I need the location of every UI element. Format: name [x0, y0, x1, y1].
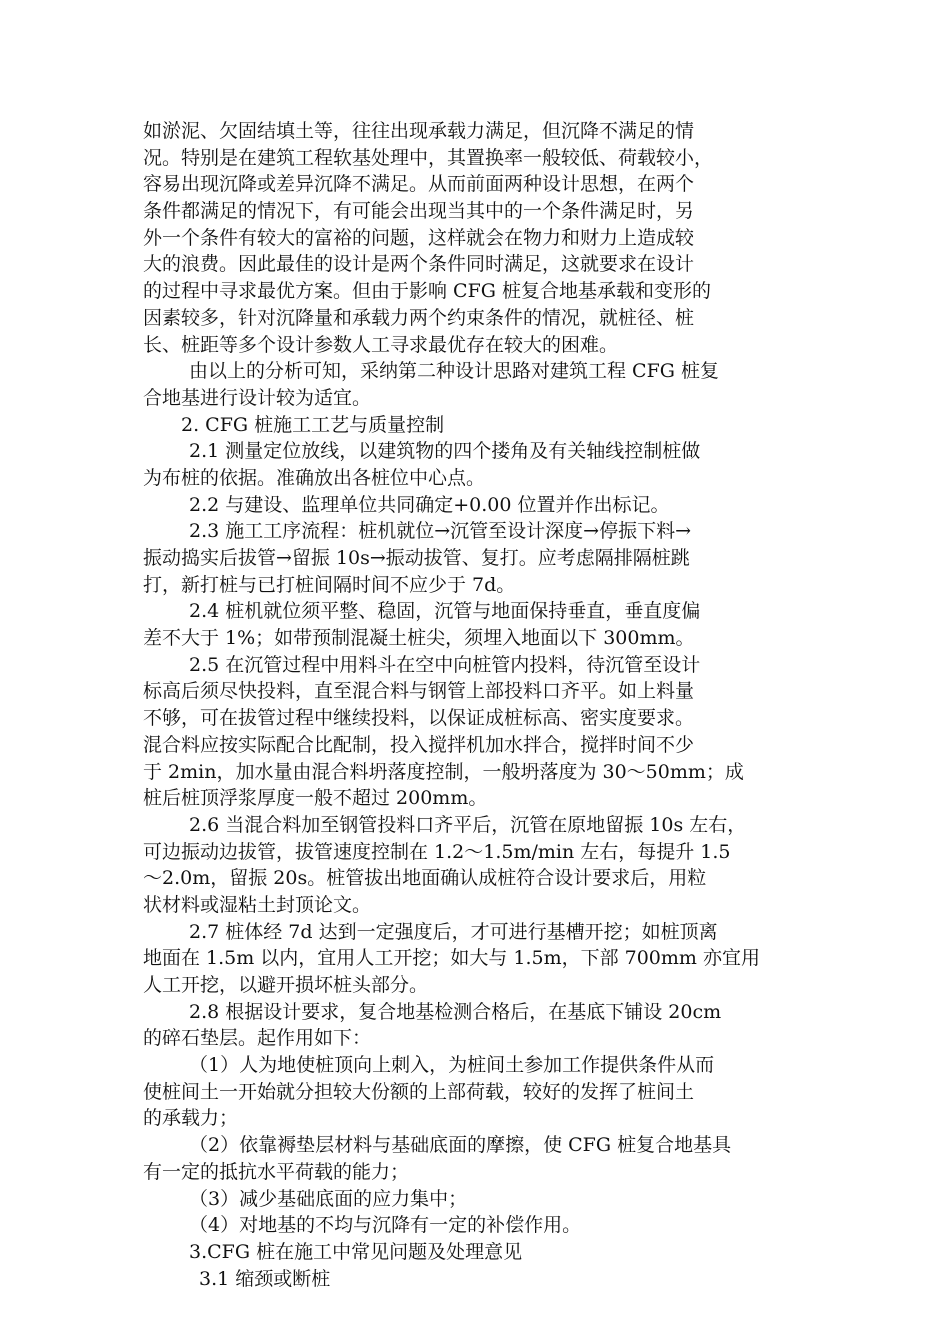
- text-line: 的承载力；: [143, 1107, 239, 1130]
- text-line: 标高后须尽快投料，直至混合料与钢管上部投料口齐平。如上料量: [143, 680, 695, 703]
- text-line: 振动捣实后拔管→留振 10s→振动拔管、复打。应考虑隔排隔桩跳: [143, 547, 690, 569]
- text-line: 合地基进行设计较为适宜。: [143, 386, 372, 409]
- text-line: 2.5 在沉管过程中用料斗在空中向桩管内投料，待沉管至设计: [189, 653, 701, 676]
- text-line: 2.6 当混合料加至钢管投料口齐平后，沉管在原地留振 10s 左右，: [189, 813, 747, 836]
- text-line: 外一个条件有较大的富裕的问题，这样就会在物力和财力上造成较: [143, 226, 695, 249]
- text-line: 2.2 与建设、监理单位共同确定+0.00 位置并作出标记。: [189, 493, 670, 516]
- text-line: 可边振动边拔管，拔管速度控制在 1.2～1.5m/min 左右，每提升 1.5: [143, 840, 731, 863]
- text-line: ～2.0m，留振 20s。桩管拔出地面确认成桩符合设计要求后，用粒: [143, 867, 707, 890]
- text-line: 打，新打桩与已打桩间隔时间不应少于 7d。: [143, 573, 516, 596]
- text-line: （2）依靠褥垫层材料与基础底面的摩擦，使 CFG 桩复合地基具: [189, 1134, 732, 1157]
- text-line: 况。特别是在建筑工程软基处理中，其置换率一般较低、荷载较小，: [143, 146, 714, 169]
- text-line: 人工开挖，以避开损坏桩头部分。: [143, 974, 429, 996]
- text-line: 的碎石垫层。起作用如下：: [143, 1027, 372, 1050]
- text-line: 混合料应按实际配合比配制，投入搅拌机加水拌合，搅拌时间不少: [143, 733, 695, 756]
- text-line: 大的浪费。因此最佳的设计是两个条件同时满足，这就要求在设计: [143, 253, 695, 276]
- body-text: [143, 118, 818, 1292]
- text-line: 条件都满足的情况下，有可能会出现当其中的一个条件满足时，另: [143, 200, 695, 223]
- text-line: 长、桩距等多个设计参数人工寻求最优存在较大的困难。: [143, 333, 619, 356]
- text-line: 2.3 施工工序流程：桩机就位→沉管至设计深度→停振下料→: [189, 520, 692, 543]
- text-line: 2.1 测量定位放线，以建筑物的四个搂角及有关轴线控制桩做: [189, 440, 701, 463]
- text-line: （3）减少基础底面的应力集中；: [189, 1187, 468, 1210]
- text-line: 于 2min，加水量由混合料坍落度控制，一般坍落度为 30～50mm；成: [143, 760, 744, 783]
- text-line: 2. CFG 桩施工工艺与质量控制: [181, 413, 445, 436]
- text-line: 3.1 缩颈或断桩: [199, 1267, 331, 1290]
- text-line: 2.7 桩体经 7d 达到一定强度后，才可进行基槽开挖；如桩顶离: [189, 920, 718, 943]
- text-line: 差不大于 1%；如带预制混凝土桩尖，须埋入地面以下 300mm。: [143, 627, 695, 650]
- text-line: 不够，可在拔管过程中继续投料，以保证成桩标高、密实度要求。: [143, 707, 695, 730]
- text-line: 状材料或湿粘土封顶论文。: [143, 893, 372, 916]
- text-line: （4）对地基的不均与沉降有一定的补偿作用。: [189, 1214, 582, 1237]
- text-line: 2.8 根据设计要求，复合地基检测合格后，在基底下铺设 20cm: [189, 1000, 722, 1023]
- text-line: 的过程中寻求最优方案。但由于影响 CFG 桩复合地基承载和变形的: [143, 280, 711, 303]
- text-line: 因素较多，针对沉降量和承载力两个约束条件的情况，就桩径、桩: [143, 306, 695, 329]
- text-line: 使桩间土一开始就分担较大份额的上部荷载，较好的发挥了桩间土: [143, 1080, 695, 1103]
- text-line: 地面在 1.5m 以内，宜用人工开挖；如大与 1.5m，下部 700mm 亦宜用: [143, 947, 760, 970]
- text-line: 容易出现沉降或差异沉降不满足。从而前面两种设计思想，在两个: [143, 173, 695, 196]
- text-line: 3.CFG 桩在施工中常见问题及处理意见: [189, 1240, 523, 1263]
- text-line: 为布桩的依据。准确放出各桩位中心点。: [143, 466, 486, 489]
- text-line: 如淤泥、欠固结填土等，往往出现承载力满足，但沉降不满足的情: [143, 120, 695, 142]
- text-line: 由以上的分析可知，采纳第二种设计思路对建筑工程 CFG 桩复: [189, 360, 719, 383]
- text-line: 桩后桩顶浮浆厚度一般不超过 200mm。: [143, 787, 488, 810]
- text-line: 2.4 桩机就位须平整、稳固，沉管与地面保持垂直，垂直度偏: [189, 600, 701, 623]
- text-line: 有一定的抵抗水平荷载的能力；: [143, 1160, 410, 1183]
- text-line: （1）人为地使桩顶向上刺入，为桩间土参加工作提供条件从而: [189, 1054, 715, 1077]
